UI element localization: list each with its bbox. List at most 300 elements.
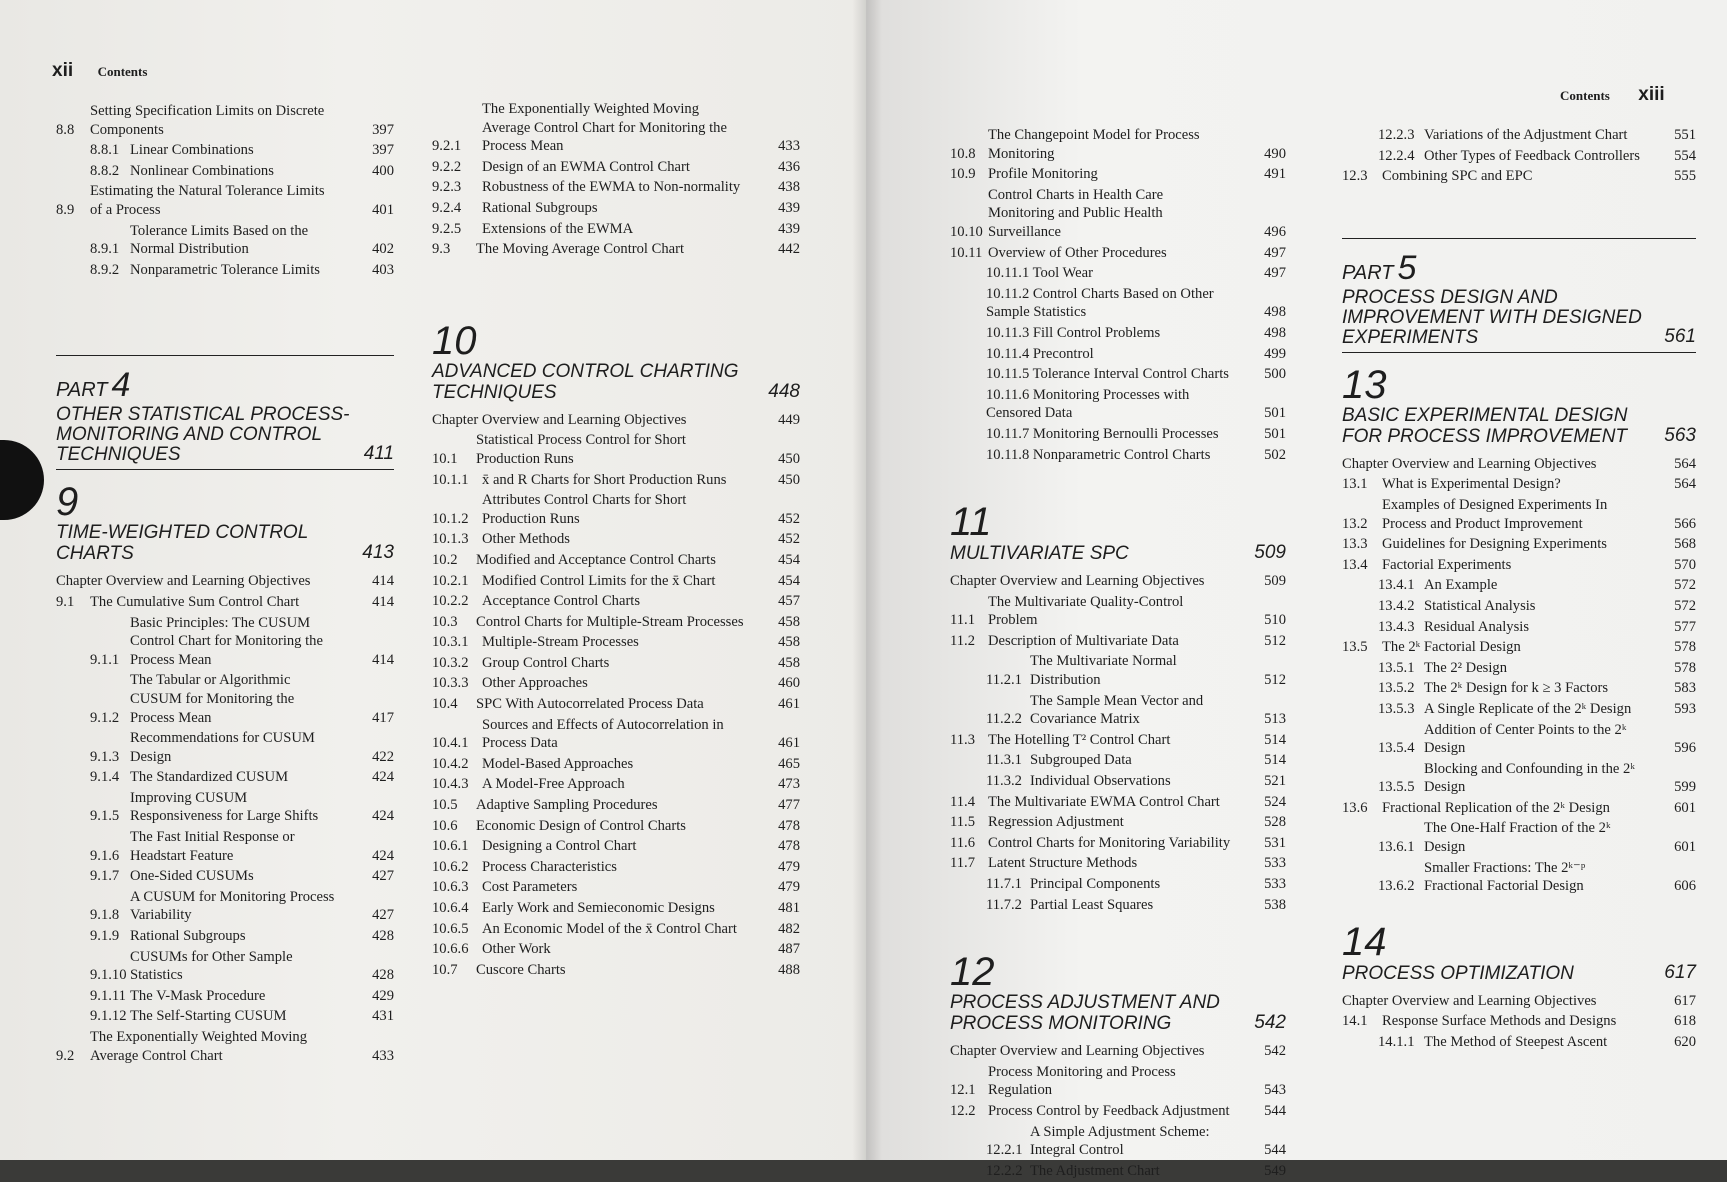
- toc-entry: [432, 940, 800, 959]
- section-title: Chapter Overview and Learning Objectives: [950, 573, 1205, 590]
- toc-entry: [950, 813, 1286, 832]
- section-title: The 2² Design: [1424, 659, 1508, 676]
- page-number: 417: [372, 709, 394, 726]
- section-title: Chapter Overview and Learning Objectives: [432, 411, 687, 428]
- section-title: An Example: [1424, 577, 1498, 594]
- chapter-page: 542: [1254, 1012, 1286, 1034]
- toc-entry: [432, 654, 800, 673]
- page-number: 501: [1264, 405, 1286, 422]
- section-title: Designing a Control Chart: [482, 838, 637, 855]
- section-title: Fractional Replication of the 2ᵏ Design: [1382, 799, 1610, 816]
- page-number: 438: [778, 179, 800, 196]
- section-title: Statistical Analysis: [1424, 597, 1536, 614]
- page-number: 554: [1674, 147, 1696, 164]
- page-number: 583: [1674, 680, 1696, 697]
- book-spine-shadow: [852, 0, 882, 1160]
- section-number: 13.3: [1342, 536, 1368, 553]
- section-number: 13.5.2: [1378, 680, 1415, 697]
- toc-column-1: [56, 102, 394, 1067]
- page-number: xiii: [1638, 84, 1665, 105]
- part-rule: [1342, 238, 1696, 239]
- toc-entry: [432, 633, 800, 652]
- page-number: 524: [1264, 793, 1286, 810]
- toc-entry: [1342, 496, 1696, 533]
- section-number: 11.6: [950, 834, 975, 851]
- section-number: 13.5: [1342, 639, 1368, 656]
- running-header-label: Contents: [97, 64, 148, 79]
- toc-entry: [1342, 1012, 1696, 1031]
- section-title: The Standardized CUSUM: [130, 769, 289, 786]
- chapter-page: 617: [1664, 961, 1696, 983]
- section-number: 10.10: [950, 223, 983, 240]
- section-title: 10.11.8 Nonparametric Control Charts: [986, 446, 1211, 463]
- part-label: PART: [1342, 261, 1394, 284]
- section-number: 14.1.1: [1378, 1034, 1415, 1051]
- page-number: 433: [778, 138, 800, 155]
- page-number: 513: [1264, 711, 1286, 728]
- page-number: 509: [1264, 573, 1286, 590]
- section-title: Control Charts in Health Care Monitoring and Public Health Surveillance: [988, 186, 1164, 240]
- section-title: SPC With Autocorrelated Process Data: [476, 696, 704, 713]
- section-number: 8.9: [56, 201, 75, 218]
- part-title: PROCESS DESIGN AND IMPROVEMENT WITH DESIGNED EXPERIMENTS: [1342, 286, 1642, 348]
- page-number: 403: [372, 261, 394, 278]
- page-number: 533: [1264, 876, 1286, 892]
- section-title: Variations of the Adjustment Chart: [1424, 127, 1628, 143]
- toc-entry: [950, 793, 1286, 812]
- section-number: 9.1.1: [90, 651, 120, 668]
- chapter-title-row: [1342, 962, 1696, 984]
- section-number: 12.1: [950, 1082, 976, 1099]
- toc-entry: [56, 141, 394, 160]
- page-number: 491: [1264, 166, 1286, 183]
- section-number: 9.1.5: [90, 808, 120, 825]
- page-number: 606: [1674, 878, 1696, 895]
- page-number: 487: [778, 941, 800, 958]
- page-number: 499: [1264, 345, 1286, 362]
- toc-entry: [950, 425, 1286, 444]
- section-title: 10.11.4 Precontrol: [986, 345, 1094, 362]
- section-number: 9.1.7: [90, 868, 120, 885]
- page-number: 566: [1674, 515, 1696, 532]
- page-number: 514: [1264, 731, 1286, 748]
- section-number: 12.2.3: [1378, 127, 1415, 143]
- page-number: 428: [372, 928, 394, 945]
- page-number: 514: [1264, 752, 1286, 769]
- toc-entry: [950, 264, 1286, 283]
- page-number: 457: [778, 593, 800, 610]
- section-title: Other Methods: [482, 531, 570, 548]
- toc-column-2: [432, 100, 800, 981]
- section-number: 11.1: [950, 612, 975, 629]
- section-number: 10.7: [432, 961, 458, 978]
- toc-entry: [432, 471, 800, 490]
- page-number: 449: [778, 411, 800, 428]
- toc-entry: [1342, 859, 1696, 896]
- section-number: 11.3.1: [986, 752, 1022, 769]
- toc-entry: [432, 411, 800, 430]
- page-number: 439: [778, 199, 800, 216]
- part-label: PART: [56, 379, 108, 402]
- chapter-heading: [1342, 919, 1696, 984]
- section-number: 9.1.12: [90, 1008, 127, 1025]
- section-title: Economic Design of Control Charts: [476, 817, 686, 834]
- page-number: 397: [372, 142, 394, 159]
- section-number: 10.1: [432, 450, 458, 467]
- page-number: 454: [778, 572, 800, 589]
- toc-entry: [950, 1042, 1286, 1061]
- section-number: 11.7: [950, 855, 975, 872]
- part-number: 4: [111, 366, 131, 405]
- toc-entry: [56, 729, 394, 766]
- section-number: 13.4: [1342, 556, 1368, 573]
- section-title: 10.11.7 Monitoring Bernoulli Processes: [986, 425, 1219, 442]
- section-number: 13.6: [1342, 799, 1368, 816]
- toc-entry: [56, 828, 394, 865]
- section-number: 10.4.3: [432, 776, 469, 793]
- section-title: The Multivariate EWMA Control Chart: [988, 793, 1220, 810]
- page-number: 458: [778, 634, 800, 651]
- toc-entry: [56, 182, 394, 219]
- section-title: One-Sided CUSUMs: [130, 868, 254, 885]
- toc-column-4: [1342, 126, 1696, 1054]
- toc-entry: [1342, 475, 1696, 494]
- section-title: Description of Multivariate Data: [988, 632, 1179, 649]
- page-number: 510: [1264, 612, 1286, 629]
- page-number: 429: [372, 987, 394, 1004]
- section-title: Other Types of Feedback Controllers: [1424, 147, 1640, 164]
- part-rule: [1342, 352, 1696, 353]
- page-number: 498: [1264, 304, 1286, 321]
- section-number: 13.5.5: [1378, 779, 1415, 796]
- toc-entry: [432, 674, 800, 693]
- chapter-number: 12: [950, 950, 995, 995]
- section-title: Control Charts for Multiple-Stream Processes: [476, 613, 744, 630]
- part-number: 5: [1397, 248, 1417, 287]
- chapter-heading: [1342, 362, 1696, 447]
- toc-entry: [950, 854, 1286, 873]
- toc-entry: [1342, 147, 1696, 166]
- chapter-number: 11: [950, 500, 992, 545]
- section-title: Blocking and Confounding in the 2ᵏ Design: [1424, 760, 1635, 796]
- section-title: Chapter Overview and Learning Objectives: [950, 1043, 1205, 1060]
- section-number: 11.3: [950, 731, 975, 748]
- toc-entry: [432, 530, 800, 549]
- section-number: 10.5: [432, 797, 458, 814]
- section-title: The Self-Starting CUSUM: [130, 1008, 287, 1025]
- section-title: Profile Monitoring: [988, 166, 1098, 183]
- section-title: Cost Parameters: [482, 879, 578, 896]
- section-title: The V-Mask Procedure: [130, 987, 266, 1004]
- spacer: [950, 916, 1286, 952]
- section-title: Process Characteristics: [482, 858, 617, 875]
- section-number: 10.1.1: [432, 471, 469, 488]
- toc-entry: [432, 755, 800, 774]
- part-title-row: [56, 405, 394, 465]
- toc-entry: [56, 102, 394, 139]
- page-number: 549: [1264, 1162, 1286, 1179]
- toc-entry: [1342, 618, 1696, 637]
- toc-entry: [432, 199, 800, 218]
- section-number: 10.3.3: [432, 675, 469, 692]
- running-header-right: [1560, 84, 1665, 106]
- toc-entry: [56, 987, 394, 1006]
- page-number: 512: [1264, 632, 1286, 649]
- page-number: 433: [372, 1047, 394, 1064]
- part-title-row: [1342, 288, 1696, 348]
- section-number: 11.7.2: [986, 896, 1022, 913]
- toc-entry: [1342, 167, 1696, 186]
- chapter-number: 13: [1342, 362, 1387, 407]
- section-number: 10.6.5: [432, 920, 469, 937]
- section-title: A CUSUM for Monitoring Process Variability: [130, 888, 335, 924]
- part-page: 561: [1664, 325, 1696, 347]
- section-title: Robustness of the EWMA to Non-normality: [482, 179, 741, 196]
- section-title: The Exponentially Weighted Moving Average Control Chart for Monitoring the Process Mean: [482, 101, 727, 155]
- toc-entry: [950, 593, 1286, 630]
- page-number: 465: [778, 755, 800, 772]
- section-number: 9.2.3: [432, 179, 462, 196]
- section-title: Improving CUSUM Responsiveness for Large Shifts: [130, 789, 319, 825]
- chapter-number: 10: [432, 318, 477, 363]
- section-title: Individual Observations: [1030, 773, 1171, 790]
- toc-entry: [950, 1123, 1286, 1160]
- toc-entry: [432, 551, 800, 570]
- section-number: 10.2.1: [432, 572, 469, 589]
- page-shadow: [0, 440, 44, 520]
- section-number: 10.6.1: [432, 838, 469, 855]
- page-number: 555: [1674, 168, 1696, 185]
- page-number: 397: [372, 121, 394, 138]
- toc-entry: [1342, 679, 1696, 698]
- section-title: Partial Least Squares: [1030, 896, 1154, 913]
- section-title: Response Surface Methods and Designs: [1382, 1013, 1617, 1030]
- part-rule: [56, 355, 394, 356]
- toc-entry: [432, 240, 800, 259]
- toc-entry: [56, 948, 394, 985]
- page-number: 431: [372, 1008, 394, 1025]
- section-title: Process Control by Feedback Adjustment: [988, 1102, 1230, 1119]
- page-number: 551: [1674, 127, 1696, 143]
- toc-entry: [56, 1028, 394, 1065]
- section-title: The Hotelling T² Control Chart: [988, 731, 1171, 748]
- toc-entry: [432, 858, 800, 877]
- section-number: 10.9: [950, 166, 976, 183]
- page-number: 538: [1264, 896, 1286, 913]
- section-number: 9.1: [56, 593, 75, 610]
- chapter-heading: [432, 318, 800, 403]
- toc-entry: [1342, 597, 1696, 616]
- section-title: Attributes Control Charts for Short Production Runs: [482, 492, 687, 527]
- toc-entry: [1342, 721, 1696, 758]
- page-number: xii: [52, 60, 74, 81]
- section-title: 10.11.6 Monitoring Processes with Censored Data: [986, 386, 1190, 422]
- page-number: 601: [1674, 839, 1696, 856]
- section-number: 8.8.2: [90, 162, 120, 179]
- section-number: 10.6.4: [432, 900, 469, 916]
- section-title: The Moving Average Control Chart: [476, 241, 685, 258]
- section-title: Recommendations for CUSUM Design: [130, 730, 315, 765]
- toc-entry: [1342, 1033, 1696, 1052]
- section-title: A Single Replicate of the 2ᵏ Design: [1424, 700, 1632, 717]
- section-number: 10.8: [950, 145, 976, 162]
- section-title: Basic Principles: The CUSUM Control Chart for Monitoring the Process Mean: [130, 614, 323, 668]
- page-number: 544: [1264, 1102, 1286, 1119]
- toc-entry: [56, 614, 394, 670]
- toc-entry: [1342, 556, 1696, 575]
- section-title: Statistical Process Control for Short Production Runs: [476, 432, 686, 467]
- toc-entry: [432, 920, 800, 939]
- section-number: 9.1.11: [90, 987, 126, 1004]
- section-number: 11.4: [950, 793, 975, 810]
- page-number: 620: [1674, 1034, 1696, 1051]
- section-title: Principal Components: [1030, 876, 1161, 892]
- page-number: 478: [778, 817, 800, 834]
- chapter-title: PROCESS ADJUSTMENT AND PROCESS MONITORING: [950, 992, 1220, 1035]
- page-number: 422: [372, 748, 394, 765]
- section-title: Overview of Other Procedures: [988, 244, 1167, 261]
- section-title: Chapter Overview and Learning Objectives: [56, 573, 311, 590]
- page-number: 618: [1674, 1013, 1696, 1030]
- page-number: 528: [1264, 814, 1286, 831]
- toc-entry: [950, 1162, 1286, 1181]
- toc-entry: [950, 572, 1286, 591]
- section-number: 9.2.5: [432, 220, 462, 237]
- section-number: 8.9.2: [90, 261, 120, 278]
- section-title: Sources and Effects of Autocorrelation in Process Data: [482, 716, 724, 752]
- toc-entry: [950, 244, 1286, 263]
- section-number: 11.2.1: [986, 672, 1022, 689]
- section-number: 13.5.1: [1378, 659, 1415, 676]
- section-number: 10.1.3: [432, 531, 469, 548]
- section-number: 10.3.2: [432, 654, 469, 671]
- section-title: The One-Half Fraction of the 2ᵏ Design: [1424, 820, 1611, 856]
- section-number: 10.2: [432, 551, 458, 568]
- page-number: 617: [1674, 992, 1696, 1009]
- section-title: Multiple-Stream Processes: [482, 634, 639, 651]
- toc-entry: [432, 695, 800, 714]
- section-number: 10.6.2: [432, 858, 469, 875]
- toc-entry: [432, 572, 800, 591]
- page-number: 568: [1674, 536, 1696, 553]
- toc-entry: [432, 775, 800, 794]
- toc-entry: [1342, 638, 1696, 657]
- page-number: 543: [1264, 1082, 1286, 1099]
- toc-entry: [1342, 992, 1696, 1011]
- section-number: 13.5.4: [1378, 740, 1415, 757]
- toc-entry: [1342, 455, 1696, 474]
- page-number: 414: [372, 573, 394, 590]
- section-title: The Sample Mean Vector and Covariance Matrix: [1030, 692, 1204, 728]
- part-number-line: [56, 366, 394, 405]
- toc-entry: [950, 692, 1286, 729]
- section-number: 9.2.4: [432, 199, 462, 216]
- section-number: 13.5.3: [1378, 700, 1415, 717]
- toc-entry: [950, 1063, 1286, 1100]
- toc-entry: [56, 888, 394, 925]
- section-number: 13.4.3: [1378, 618, 1415, 635]
- section-title: The 2ᵏ Factorial Design: [1382, 639, 1521, 656]
- toc-entry: [432, 158, 800, 177]
- section-title: The Method of Steepest Ascent: [1424, 1034, 1608, 1051]
- toc-entry: [950, 896, 1286, 915]
- left-page: [0, 0, 866, 1160]
- section-title: Rational Subgroups: [482, 199, 598, 216]
- toc-entry: [56, 593, 394, 612]
- section-title: Group Control Charts: [482, 654, 610, 671]
- section-title: Combining SPC and EPC: [1382, 168, 1533, 185]
- toc-entry: [56, 867, 394, 886]
- page-number: 533: [1264, 855, 1286, 872]
- page-number: 402: [372, 241, 394, 258]
- section-title: Model-Based Approaches: [482, 755, 634, 772]
- section-title: The Multivariate Normal Distribution: [1030, 653, 1177, 689]
- section-number: 10.1.2: [432, 510, 469, 527]
- section-number: 10.4: [432, 696, 458, 713]
- section-number: 13.1: [1342, 476, 1368, 493]
- toc-entry: [950, 731, 1286, 750]
- section-title: Addition of Center Points to the 2ᵏ Design: [1424, 721, 1627, 757]
- chapter-title-row: [950, 992, 1286, 1034]
- page-number: 478: [778, 838, 800, 855]
- section-title: An Economic Model of the x̄ Control Chart: [482, 920, 737, 937]
- section-number: 9.1.2: [90, 709, 120, 726]
- toc-entry: [56, 162, 394, 181]
- section-number: 8.9.1: [90, 241, 120, 258]
- section-number: 14.1: [1342, 1013, 1368, 1030]
- toc-entry: [56, 927, 394, 946]
- page-number: 414: [372, 651, 394, 668]
- page-number: 424: [372, 769, 394, 786]
- toc-entry: [432, 878, 800, 897]
- toc-entry: [432, 796, 800, 815]
- page-number: 400: [372, 162, 394, 179]
- section-number: 12.2.2: [986, 1162, 1023, 1179]
- toc-entry: [950, 446, 1286, 465]
- section-title: Early Work and Semieconomic Designs: [482, 900, 715, 916]
- section-title: Examples of Designed Experiments In Process and Product Improvement: [1382, 496, 1608, 532]
- section-number: 10.3.1: [432, 634, 469, 651]
- page-number: 427: [372, 907, 394, 924]
- page-number: 452: [778, 510, 800, 527]
- chapter-title-row: [56, 522, 394, 564]
- section-number: 11.2: [950, 632, 975, 649]
- toc-entry: [950, 365, 1286, 384]
- chapter-title: MULTIVARIATE SPC: [950, 543, 1129, 565]
- page-number: 564: [1674, 455, 1696, 472]
- toc-entry: [950, 186, 1286, 242]
- page-number: 542: [1264, 1043, 1286, 1060]
- section-title: x̄ and R Charts for Short Production Runs: [482, 471, 727, 488]
- toc-entry: [950, 285, 1286, 322]
- toc-entry: [950, 345, 1286, 364]
- toc-entry: [432, 961, 800, 980]
- section-title: The Fast Initial Response or Headstart Feature: [130, 829, 295, 864]
- toc-entry: [432, 178, 800, 197]
- page-number: 498: [1264, 324, 1286, 341]
- page-number: 521: [1264, 773, 1286, 790]
- section-title: A Model-Free Approach: [482, 776, 625, 793]
- right-page: [866, 0, 1727, 1179]
- page-number: 501: [1264, 425, 1286, 442]
- toc-entry: [56, 572, 394, 591]
- section-title: 10.11.3 Fill Control Problems: [986, 324, 1161, 341]
- page-number: 458: [778, 654, 800, 671]
- section-number: 10.4.2: [432, 755, 469, 772]
- section-title: The Adjustment Chart: [1030, 1162, 1160, 1179]
- section-number: 13.6.1: [1378, 839, 1415, 856]
- toc-entry: [950, 126, 1286, 163]
